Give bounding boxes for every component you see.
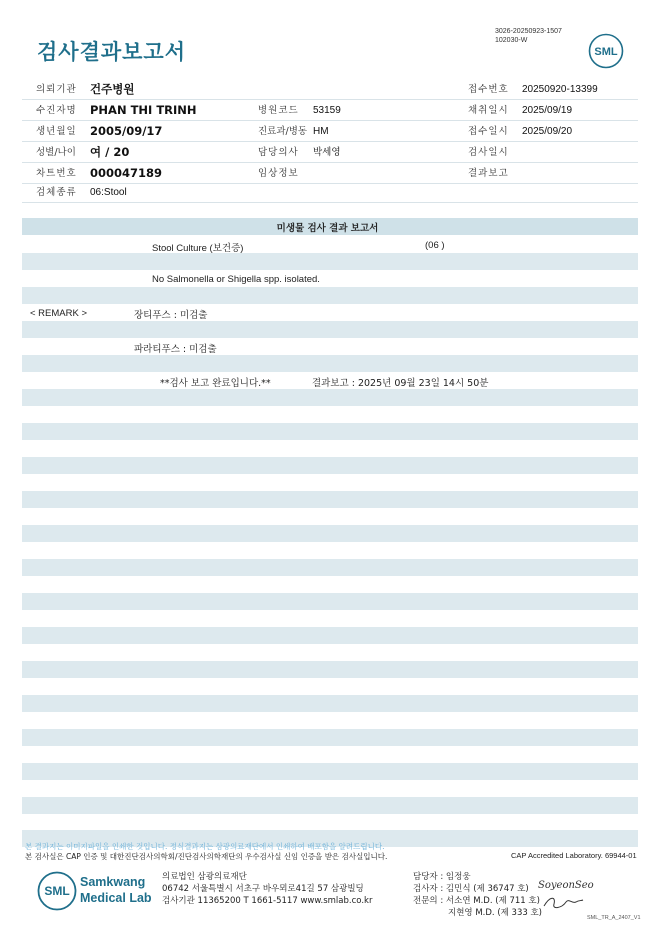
- value-patient-name: PHAN THI TRINH: [90, 103, 197, 117]
- label-test-date: 검사일시: [468, 147, 509, 158]
- remark-typhoid: 장티푸스 : 미검출: [134, 310, 208, 321]
- inspector: 검사자 : 김민식 (제 36747 호): [413, 884, 529, 894]
- certification-note: 본 검사실은 CAP 인증 및 대한진단검사의학회/진단검사의학재단의 우수검사실 신임 인증을 받은 검사실입니다.: [25, 852, 388, 861]
- stripe: [22, 423, 638, 440]
- label-collection-date: 채취일시: [468, 105, 509, 116]
- org-address: 06742 서울특별시 서초구 바우뫼로41길 57 삼광빌딩: [162, 884, 364, 894]
- value-receipt-date: 2025/09/20: [522, 126, 573, 137]
- signature-inspector: SoyeonSeo: [538, 880, 594, 891]
- stripe: [22, 627, 638, 644]
- value-sex-age: 여 / 20: [90, 145, 130, 159]
- report-complete-text: **검사 보고 완료입니다.**: [160, 378, 271, 389]
- manager: 담당자 : 임정웅: [413, 872, 471, 882]
- org-name: 의료법인 삼광의료재단: [162, 872, 247, 882]
- report-section-title: 미생물 검사 결과 보고서: [276, 223, 379, 234]
- label-department: 진료과/병동: [258, 126, 308, 137]
- report-title: 검사결과보고서: [37, 40, 187, 64]
- label-birth-date: 생년월일: [36, 126, 77, 137]
- brand-name-line2: Medical Lab: [80, 891, 152, 905]
- stripe: [22, 525, 638, 542]
- stripe: [22, 729, 638, 746]
- org-contact: 검사기관 11365200 T 1661-5117 www.smlab.co.kr: [162, 896, 373, 906]
- remark-label: < REMARK >: [30, 308, 88, 319]
- sml-logo-icon: [588, 33, 624, 69]
- image-print-notice: 본 결과지는 이미지파일을 인쇄한 것입니다. 정식결과지는 삼광의료재단에서 인쇄하여 배포함을 알려드립니다.: [25, 842, 385, 851]
- stripe: [22, 593, 638, 610]
- label-specimen-type: 검체종류: [36, 187, 77, 198]
- logo-text: SML: [44, 884, 70, 898]
- label-sex-age: 성별/나이: [36, 147, 76, 158]
- info-row: [22, 121, 638, 142]
- cap-accreditation: CAP Accredited Laboratory. 69944-01: [511, 851, 637, 860]
- report-timestamp: 결과보고 : 2025년 09월 23일 14시 50분: [312, 378, 489, 389]
- stripe: [22, 389, 638, 406]
- stripe: [22, 559, 638, 576]
- value-collection-date: 2025/09/19: [522, 105, 573, 116]
- value-chart-number: 000047189: [90, 166, 163, 180]
- document-id: 3026-20250923-1507 102030-W: [495, 28, 562, 44]
- signature-scribble-icon: [542, 892, 584, 912]
- label-hospital-code: 병원코드: [258, 105, 299, 116]
- info-row: [22, 79, 638, 100]
- info-row: [22, 100, 638, 121]
- info-row: [22, 163, 638, 184]
- form-code: SML_TR_A_2407_V1: [587, 915, 641, 921]
- stripe: [22, 321, 638, 338]
- label-receipt-date: 접수일시: [468, 126, 509, 137]
- value-doctor: 박세영: [313, 147, 341, 158]
- info-row: [22, 142, 638, 163]
- value-department: HM: [313, 126, 329, 137]
- stripe: [22, 661, 638, 678]
- stripe: [22, 287, 638, 304]
- label-doctor: 담당의사: [258, 147, 299, 158]
- label-requesting-institution: 의뢰기관: [36, 84, 77, 95]
- brand-name-line1: Samkwang: [80, 875, 146, 889]
- specialist-2: 지현영 M.D. (제 333 호): [448, 908, 543, 918]
- test-code: (06 ): [425, 240, 445, 251]
- samkwang-logo-icon: [37, 871, 77, 911]
- stripe: [22, 253, 638, 270]
- label-clinical-info: 임상정보: [258, 168, 299, 179]
- label-result-report: 결과보고: [468, 168, 509, 179]
- value-birth-date: 2005/09/17: [90, 124, 163, 138]
- stripe: [22, 797, 638, 814]
- test-name: Stool Culture (보건증): [152, 243, 244, 254]
- label-patient-name: 수진자명: [36, 105, 77, 116]
- test-result: No Salmonella or Shigella spp. isolated.: [152, 274, 320, 285]
- stripe: [22, 695, 638, 712]
- stripe: [22, 763, 638, 780]
- value-receipt-number: 20250920-13399: [522, 84, 598, 95]
- label-chart-number: 차트번호: [36, 168, 77, 179]
- value-specimen-type: 06:Stool: [90, 187, 127, 198]
- stripe: [22, 355, 638, 372]
- logo-text: SML: [594, 46, 618, 58]
- value-requesting-institution: 건주병원: [90, 82, 135, 96]
- info-row: [22, 182, 638, 203]
- stripe: [22, 491, 638, 508]
- value-hospital-code: 53159: [313, 105, 341, 116]
- specialist-1: 전문의 : 서소연 M.D. (제 711 호): [413, 896, 540, 906]
- stripe: [22, 457, 638, 474]
- label-receipt-number: 접수번호: [468, 84, 509, 95]
- remark-paratyphoid: 파라티푸스 : 미검출: [134, 344, 217, 355]
